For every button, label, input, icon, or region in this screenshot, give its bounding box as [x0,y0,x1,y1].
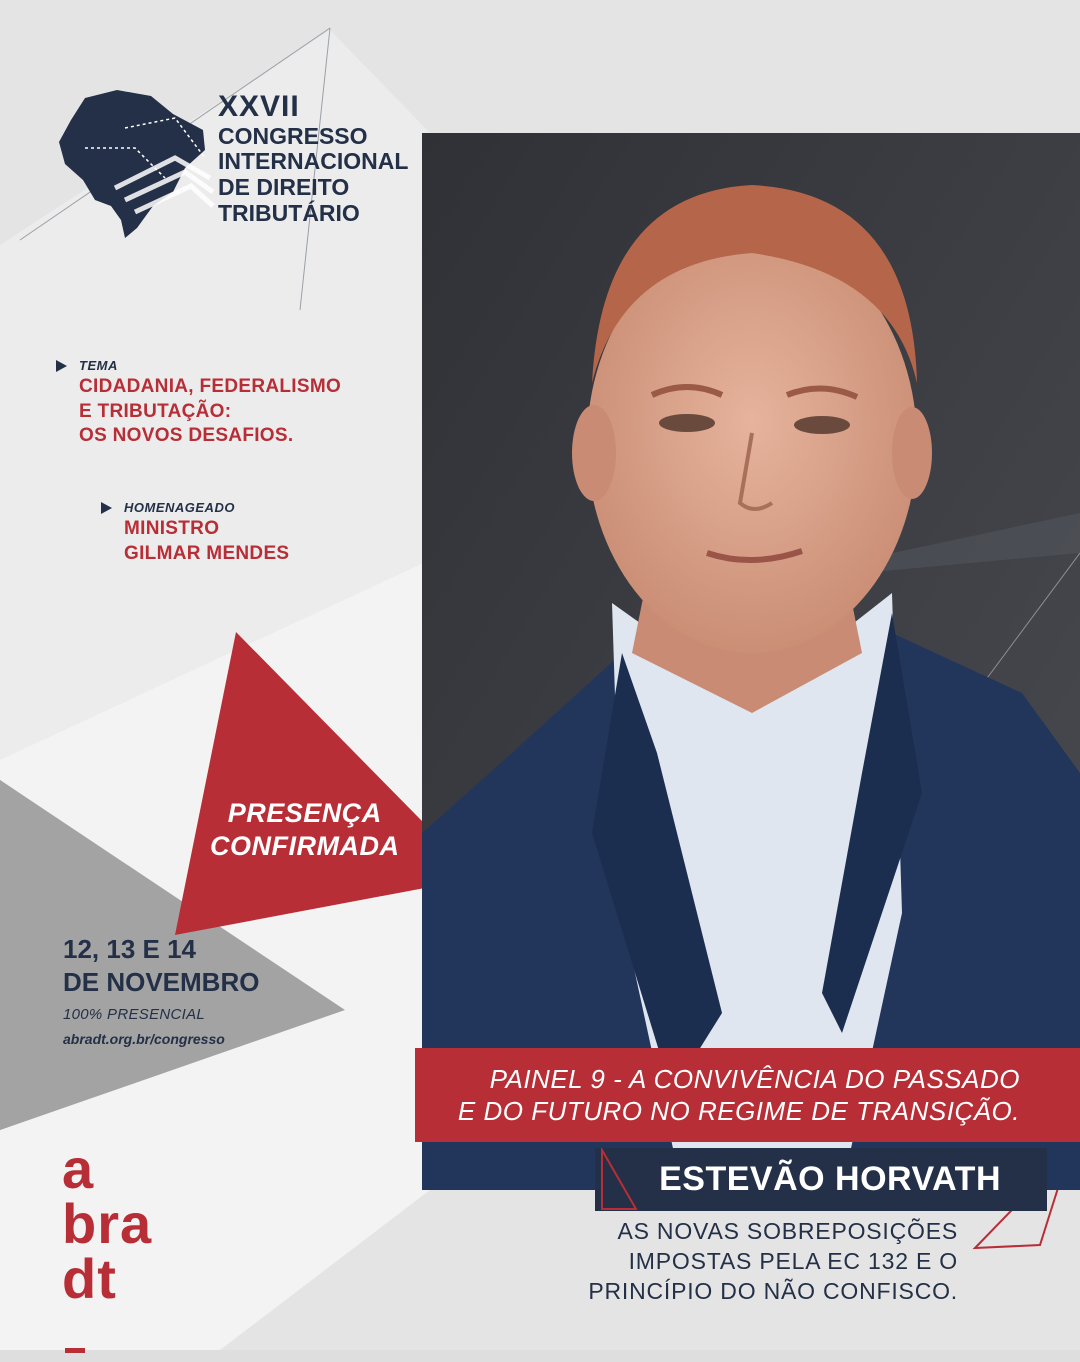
brand-line: bra [62,1191,153,1255]
brand-last-line [62,1246,152,1362]
event-url: abradt.org.br/congresso [63,1031,225,1047]
talk-line: PRINCÍPIO DO NÃO CONFISCO. [588,1277,958,1304]
event-month: DE NOVEMBRO [63,966,260,997]
event-title-line: INTERNACIONAL [218,148,409,175]
talk-title [588,1217,958,1307]
name-box-accent [598,1148,638,1211]
theme-line: CIDADANIA, FEDERALISMO [79,376,342,397]
play-arrow-icon [56,360,67,372]
event-days: 12, 13 E 14 [63,934,196,964]
play-arrow-icon [101,502,112,514]
event-title-line: CONGRESSO [218,122,368,149]
brazil-map-logo [55,88,215,240]
event-dates [63,933,259,998]
theme-line: OS NOVOS DESAFIOS. [79,425,294,447]
theme-line: E TRIBUTAÇÃO: [79,400,232,422]
brand-line: a [62,1137,95,1200]
panel-banner [415,1048,1080,1142]
talk-line: AS NOVAS SOBREPOSIÇÕES [617,1218,958,1244]
brand-underscore [65,1348,85,1353]
speaker-name-box [595,1148,1047,1211]
theme-block [56,358,341,449]
speaker-photo [422,133,1080,1190]
speaker-name: ESTEVÃO HORVATH [659,1160,1001,1198]
honoree-line: GILMAR MENDES [124,542,290,564]
talk-line: IMPOSTAS PELA EC 132 E O [628,1247,958,1274]
event-title [218,90,408,227]
abradt-logo [62,1137,153,1362]
event-edition: XXVII [218,90,300,123]
honoree-label: HOMENAGEADO [124,500,235,515]
event-mode: 100% PRESENCIAL [63,1006,206,1023]
presence-line: PRESENÇA [227,798,382,828]
event-title-line: DE DIREITO [218,174,350,201]
honoree-line: MINISTRO [124,518,220,539]
panel-line: E DO FUTURO NO REGIME DE TRANSIÇÃO. [457,1095,1020,1126]
speaker-portrait [422,133,1080,1190]
event-title-line: TRIBUTÁRIO [218,199,360,226]
panel-line: PAINEL 9 - A CONVIVÊNCIA DO PASSADO [489,1064,1020,1094]
honoree-block [101,500,289,566]
presence-confirmed [210,797,399,863]
brand-line: dt [62,1246,117,1310]
theme-label: TEMA [79,358,118,373]
presence-line: CONFIRMADA [210,830,400,861]
